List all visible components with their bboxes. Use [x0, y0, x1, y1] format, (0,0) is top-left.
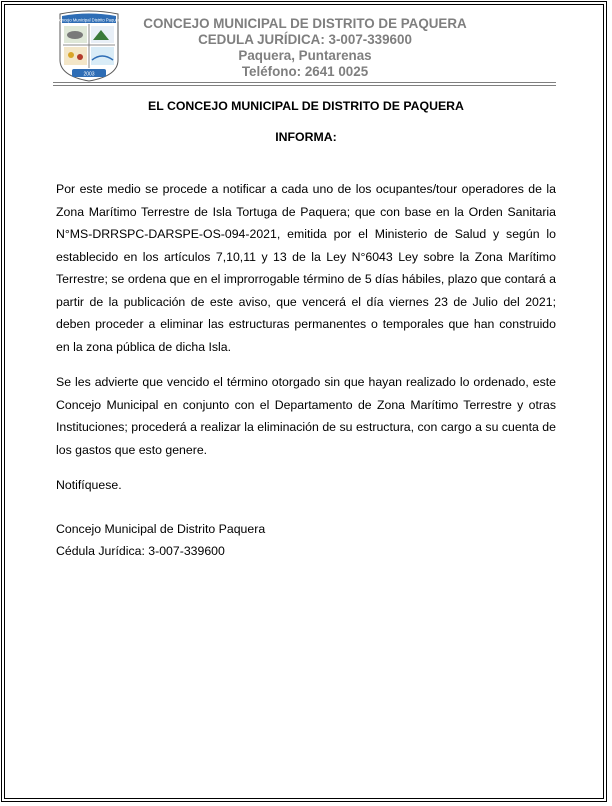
paragraph-notification: Por este medio se procede a notificar a cada uno de los ocupantes/tour operadores de la Zona Marítimo Terrestre de Isla Tortuga de Paquera; que con base en la Orden Sanitaria N°MS-DRRSPC-DARSPE-OS-094-2021, emitida por el Ministerio de Salud y según lo establecido en los artículos 7,10,11 y 13 de la Ley N°6043 Ley sobre la Zona Marítimo Terrestre; se ordena que en el improrrogable término de 5 días hábiles, plazo que contará a partir de la publicación de este aviso, que vencerá el día viernes 23 de Julio del 2021; deben proceder a eliminar las estructuras permanentes o temporales que han construido en la zona pública de dicha Isla.	[56, 182, 556, 354]
notice-subtitle: INFORMA:	[275, 130, 337, 144]
notice-title: EL CONCEJO MUNICIPAL DE DISTRITO DE PAQUERA	[148, 99, 464, 113]
header-rule-top	[53, 82, 556, 83]
logo-year: 2003	[83, 71, 95, 78]
signature-name: Concejo Municipal de Distrito Paquera	[56, 522, 266, 536]
phone: Teléfono: 2641 0025	[241, 64, 369, 79]
org-name: CONCEJO MUNICIPAL DE DISTRITO DE PAQUERA	[143, 16, 467, 31]
municipal-crest-logo	[56, 10, 122, 82]
signature-legal-id: Cédula Jurídica: 3-007-339600	[56, 544, 225, 558]
header-rule-bottom	[53, 85, 556, 86]
paragraph-warning: Se les advierte que vencido el término otorgado sin que hayan realizado lo ordenado, este Concejo Municipal en conjunto con el Departamento de Zona Marítimo Terrestre y otras Instituciones; procederá a realizar la eliminación de su estructura, con cargo a su cuenta de los gastos que esto genere.	[56, 375, 556, 457]
legal-id: CEDULA JURÍDICA: 3-007-339600	[198, 32, 412, 47]
location: Paquera, Puntarenas	[238, 48, 372, 63]
logo-banner-text: Concejo Municipal Distrito Paquera	[56, 17, 122, 23]
notify-line: Notifíquese.	[56, 478, 122, 492]
